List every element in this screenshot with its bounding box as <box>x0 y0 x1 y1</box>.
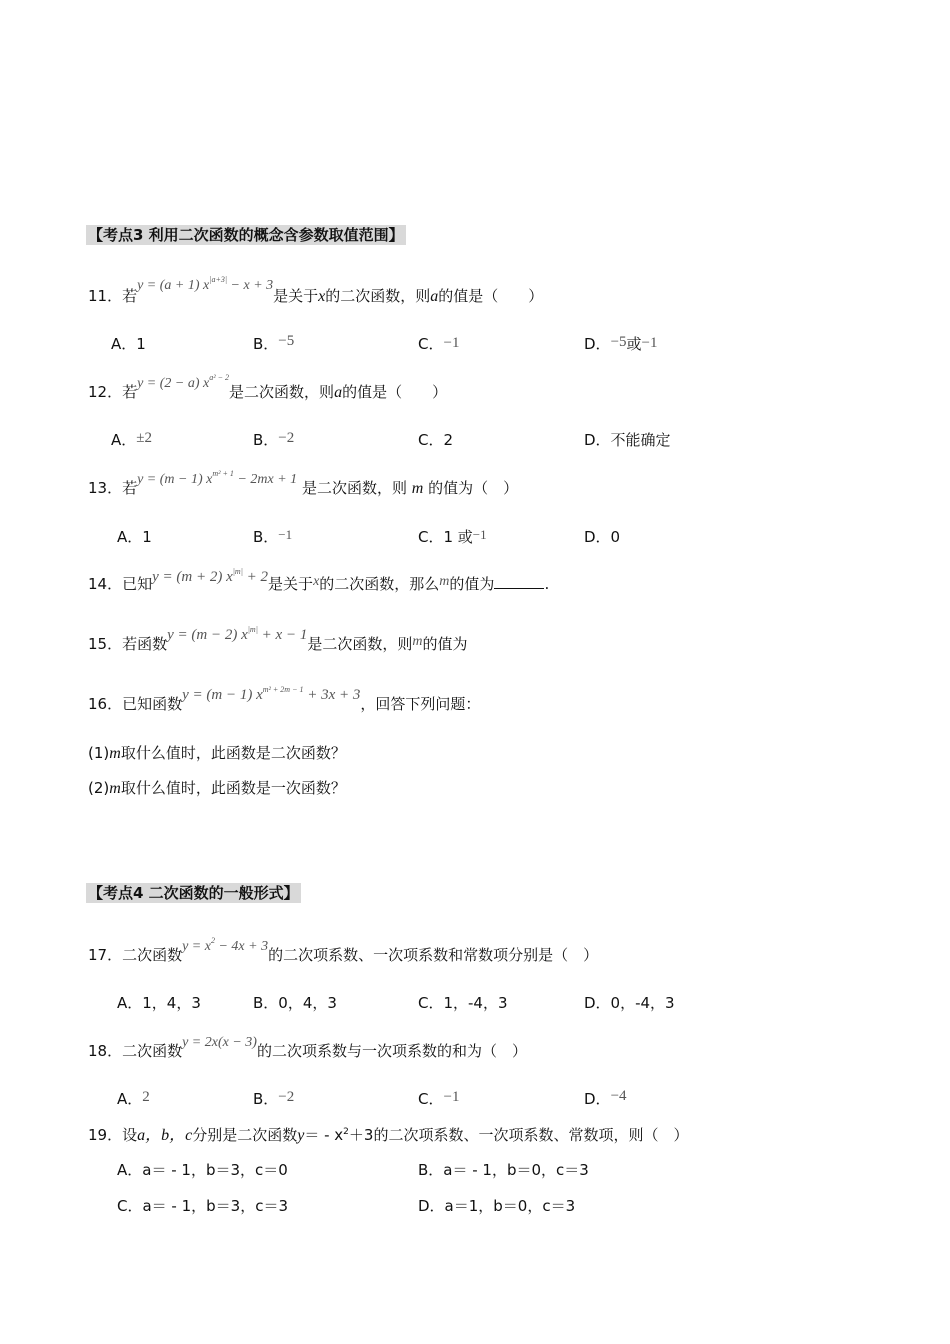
option-d: D．−4 <box>584 1088 627 1108</box>
option-d: D．不能确定 <box>584 431 671 449</box>
question-number: 11．若 <box>88 287 138 305</box>
option-c: C．−1 <box>418 1089 460 1108</box>
formula: y = (m − 1) $x^{m^2 + 2m - 1} + 3x + 3$ <box>182 685 361 703</box>
formula: y = 2x(x − 3) <box>182 1035 257 1050</box>
option-d: D．a＝1，b＝0，c＝3 <box>418 1197 576 1215</box>
option-a: A．a＝ - 1，b＝3，c＝0 <box>117 1161 288 1179</box>
option-c: C．1 或−1 <box>418 527 487 546</box>
option-b: B．a＝ - 1，b＝0，c＝3 <box>418 1161 589 1179</box>
option-d: D．0，-4，3 <box>584 994 675 1012</box>
question-14: 14．已知y = (m + 2) $x^{|m|} + 2$是关于x的二次函数，那么m的值为 . <box>88 567 550 593</box>
answer-blank <box>494 574 544 589</box>
formula: y = (2 − a) $x^{a^2 - 2}$ <box>137 373 230 391</box>
question-15: 15．若函数y = (m − 2) $x^{|m|} + x - 1$是二次函数，则m的值为 <box>88 625 468 653</box>
option-b: B．−5 <box>253 333 295 353</box>
question-16: 16．已知函数y = (m − 1) $x^{m^2 + 2m - 1} + 3x + 3$，回答下列问题： <box>88 685 481 713</box>
option-b: B．0，4，3 <box>253 994 337 1012</box>
option-b: B．−2 <box>253 1089 295 1108</box>
formula: y = (a + 1) $x^{|a+3|} - x + 3$ <box>137 275 274 293</box>
question-16-part-2: (2)m取什么值时，此函数是一次函数？ <box>88 779 346 797</box>
formula: y = (m + 2) $x^{|m|} + 2$ <box>152 567 269 585</box>
option-b: B．−2 <box>253 430 295 449</box>
section-3-heading: 【考点3 利用二次函数的概念含参数取值范围】 <box>88 226 404 244</box>
option-c: C．−1 <box>418 335 460 353</box>
question-16-part-1: (1)m取什么值时，此函数是二次函数？ <box>88 744 346 762</box>
question-13: 13．若y = (m − 1) $x^{m^2 + 1} - 2mx + 1$ 是二次函数，则 m 的值为（ ） <box>88 469 519 497</box>
question-12: 12．若y = (2 − a) $x^{a^2 - 2}$是二次函数，则a的值是（ ） <box>88 373 448 401</box>
question-11: 11．若y = (a + 1) $x^{|a+3|} - x + 3$是关于x的二次函数，则a的值是（ ） <box>88 275 544 305</box>
formula: y = (m − 1) $x^{m^2 + 1} - 2mx + 1$ <box>137 469 298 487</box>
option-a: A．1，4，3 <box>117 994 201 1012</box>
option-d: D．0 <box>584 528 621 546</box>
option-c: C．a＝ - 1，b＝3，c＝3 <box>117 1197 289 1215</box>
option-a: A．2 <box>117 1089 150 1108</box>
question-17: 17．二次函数$y = x^2 - 4x + 3$的二次项系数、一次项系数和常数项分别是（ ） <box>88 936 599 964</box>
option-d: D．−5或−1 <box>584 334 658 353</box>
option-c: C．1，-4，3 <box>418 994 508 1012</box>
option-a: A．±2 <box>111 430 152 449</box>
option-b: B．−1 <box>253 527 293 546</box>
section-4-heading: 【考点4 二次函数的一般形式】 <box>88 884 299 902</box>
question-19: 19．设a，b，c分别是二次函数$y= - x^2+3$的二次项系数、一次项系数、常数项，则（ ） <box>88 1126 689 1144</box>
question-18: 18．二次函数y = 2x(x − 3)的二次项系数与一次项系数的和为（ ） <box>88 1035 527 1060</box>
option-a: A．1 <box>111 335 146 353</box>
formula: y = (m − 2) $x^{|m|} + x - 1$ <box>167 625 308 643</box>
option-c: C．2 <box>418 431 454 449</box>
formula: $y = x^2 - 4x + 3$ <box>182 936 269 954</box>
option-a: A．1 <box>117 528 152 546</box>
